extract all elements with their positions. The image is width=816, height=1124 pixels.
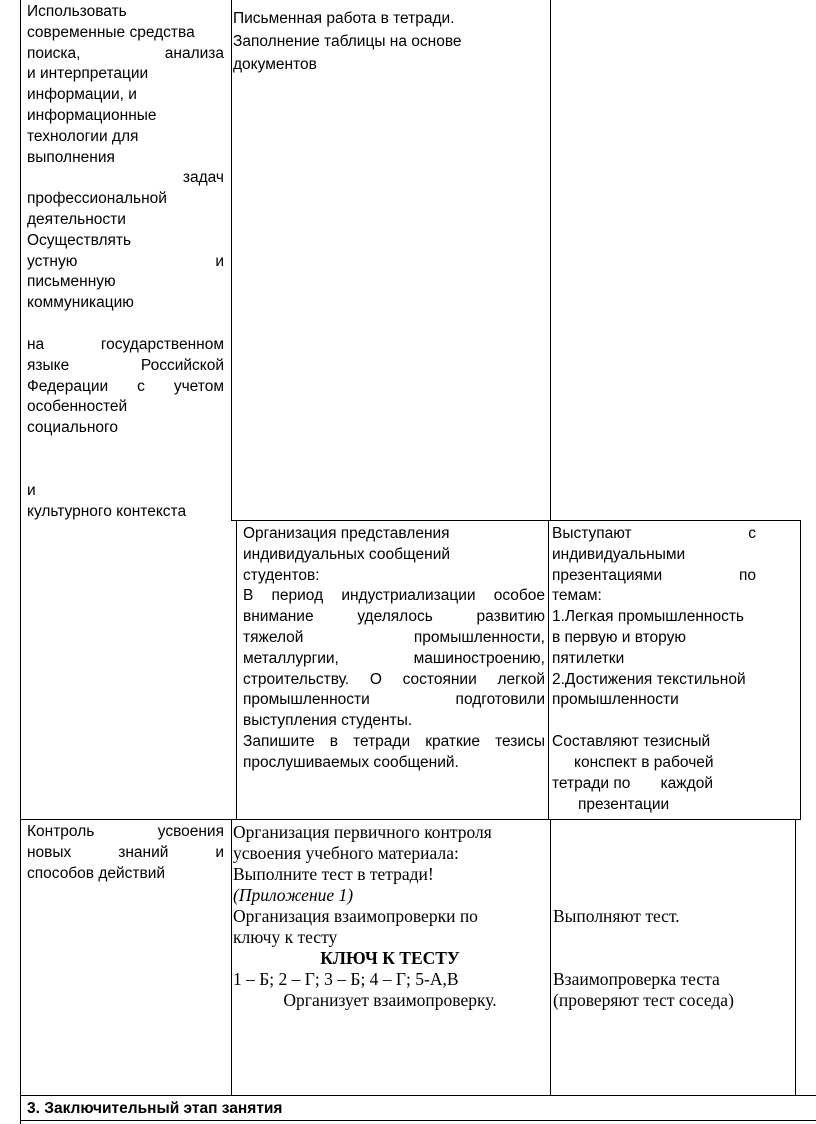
competency-line: устную и xyxy=(27,252,224,270)
students-line: конспект в рабочей xyxy=(574,753,714,771)
competency-line: Использовать xyxy=(27,3,127,20)
control-teacher-line: Организация первичного контроля xyxy=(233,822,492,842)
row-divider-2 xyxy=(20,819,801,820)
row-divider-final xyxy=(20,1120,816,1121)
control-teacher-line: ключу к тесту xyxy=(233,927,338,947)
teacher-line: прослушиваемых сообщений. xyxy=(243,753,459,771)
control-students-line: (проверяют тест соседа) xyxy=(553,990,734,1010)
control-stage-cell xyxy=(27,822,224,884)
column-divider-2-mid xyxy=(548,520,549,819)
control-teacher-line: Организация взаимопроверки по xyxy=(233,906,478,926)
activity-line: Заполнение таблицы на основе xyxy=(233,33,462,50)
students-line: презентации xyxy=(578,795,670,813)
students-line: темам: xyxy=(552,587,602,605)
students-line: промышленности xyxy=(552,691,679,709)
teacher-line: промышленности подготовили xyxy=(243,691,545,709)
teacher-line: внимание уделялось развитию xyxy=(243,608,545,626)
control-teacher-line: усвоения учебного материала: xyxy=(233,843,459,863)
students-line: 2.Достижения текстильной xyxy=(552,670,746,688)
competency-line: языке Российской xyxy=(27,356,224,374)
students-line: тетради по каждой xyxy=(552,774,713,792)
students-presentation-cell xyxy=(552,524,756,815)
final-stage-title: 3. Заключительный этап занятия xyxy=(27,1100,283,1117)
row-divider-3 xyxy=(20,1095,816,1096)
table-border-right-mid xyxy=(800,520,801,819)
stage-line: способов действий xyxy=(27,864,166,882)
competency-line: задач xyxy=(182,169,224,187)
control-teacher-line: Организует взаимопроверку. xyxy=(283,990,497,1010)
students-line: индивидуальными xyxy=(552,545,686,563)
table-border-right-control xyxy=(795,819,796,1095)
control-teacher-line: Выполните тест в тетради! xyxy=(233,864,434,884)
competency-line: на государственном xyxy=(27,335,224,353)
teacher-presentation-cell xyxy=(243,524,545,774)
teacher-line: Организация представления xyxy=(243,525,450,542)
students-line: пятилетки xyxy=(552,649,625,667)
competency-line: деятельности xyxy=(27,210,126,228)
teacher-line: В период индустриализации особое xyxy=(243,587,545,605)
teacher-line: выступления студенты. xyxy=(243,712,413,730)
column-divider-1-control xyxy=(231,819,232,1095)
teacher-line: студентов: xyxy=(243,566,320,584)
stage-line: новых знаний и xyxy=(27,843,224,861)
competency-line: выполнения xyxy=(27,148,115,166)
students-line: 1.Легкая промышленность xyxy=(552,608,745,626)
competency-line: социального xyxy=(27,419,118,437)
control-teacher-cell xyxy=(233,822,547,1011)
students-line: Составляют тезисный xyxy=(552,733,711,751)
answer-key-values: 1 – Б; 2 – Г; 3 – Б; 4 – Г; 5-А,В xyxy=(233,969,459,989)
teacher-line: металлургии, машиностроению, xyxy=(243,649,545,667)
competency-line: коммуникацию xyxy=(27,294,134,312)
competency-line: Осуществлять xyxy=(27,231,132,249)
competency-line: современные средства xyxy=(27,23,195,41)
competency-line: технологии для xyxy=(27,127,139,145)
competency-line: информации, и xyxy=(27,86,137,104)
control-students-line: Выполняют тест. xyxy=(553,906,680,926)
competency-line: информационные xyxy=(27,106,157,124)
appendix-reference: (Приложение 1) xyxy=(233,885,354,905)
competency-line: культурного контекста xyxy=(27,502,187,520)
competency-line: и интерпретации xyxy=(27,65,149,83)
activity-line: Письменная работа в тетради. xyxy=(233,10,455,27)
column-divider-2-control xyxy=(550,819,551,1095)
students-line: в первую и вторую xyxy=(552,628,686,646)
stage-line: Контроль усвоения xyxy=(27,823,224,840)
competency-line: и xyxy=(27,481,36,499)
teacher-line: Запишите в тетради краткие тезисы xyxy=(243,732,545,750)
control-students-line: Взаимопроверка теста xyxy=(553,969,720,989)
competency-line: особенностей xyxy=(27,398,128,416)
column-divider-2-top xyxy=(550,0,551,520)
activity-line: документов xyxy=(233,56,317,73)
teacher-line: индивидуальных сообщений xyxy=(243,545,451,563)
competency-line: Федерации с учетом xyxy=(27,377,224,395)
competency-line: письменную xyxy=(27,273,116,291)
teacher-line: строительству. О состоянии легкой xyxy=(243,670,545,688)
table-border-left xyxy=(20,0,21,1124)
answer-key-title: КЛЮЧ К ТЕСТУ xyxy=(320,948,460,968)
control-students-cell xyxy=(553,822,793,1011)
column-divider-1-top xyxy=(231,0,232,520)
row-divider-1 xyxy=(231,520,801,521)
students-line: презентациями по xyxy=(552,566,756,584)
students-line: Выступают с xyxy=(552,525,756,542)
teacher-line: тяжелой промышленности, xyxy=(243,628,545,646)
competency-line: профессиональной xyxy=(27,190,167,208)
column-divider-1-mid xyxy=(236,520,237,819)
activity-cell xyxy=(233,7,545,76)
competency-cell xyxy=(27,2,224,523)
competency-line: поиска, анализа xyxy=(27,44,224,62)
